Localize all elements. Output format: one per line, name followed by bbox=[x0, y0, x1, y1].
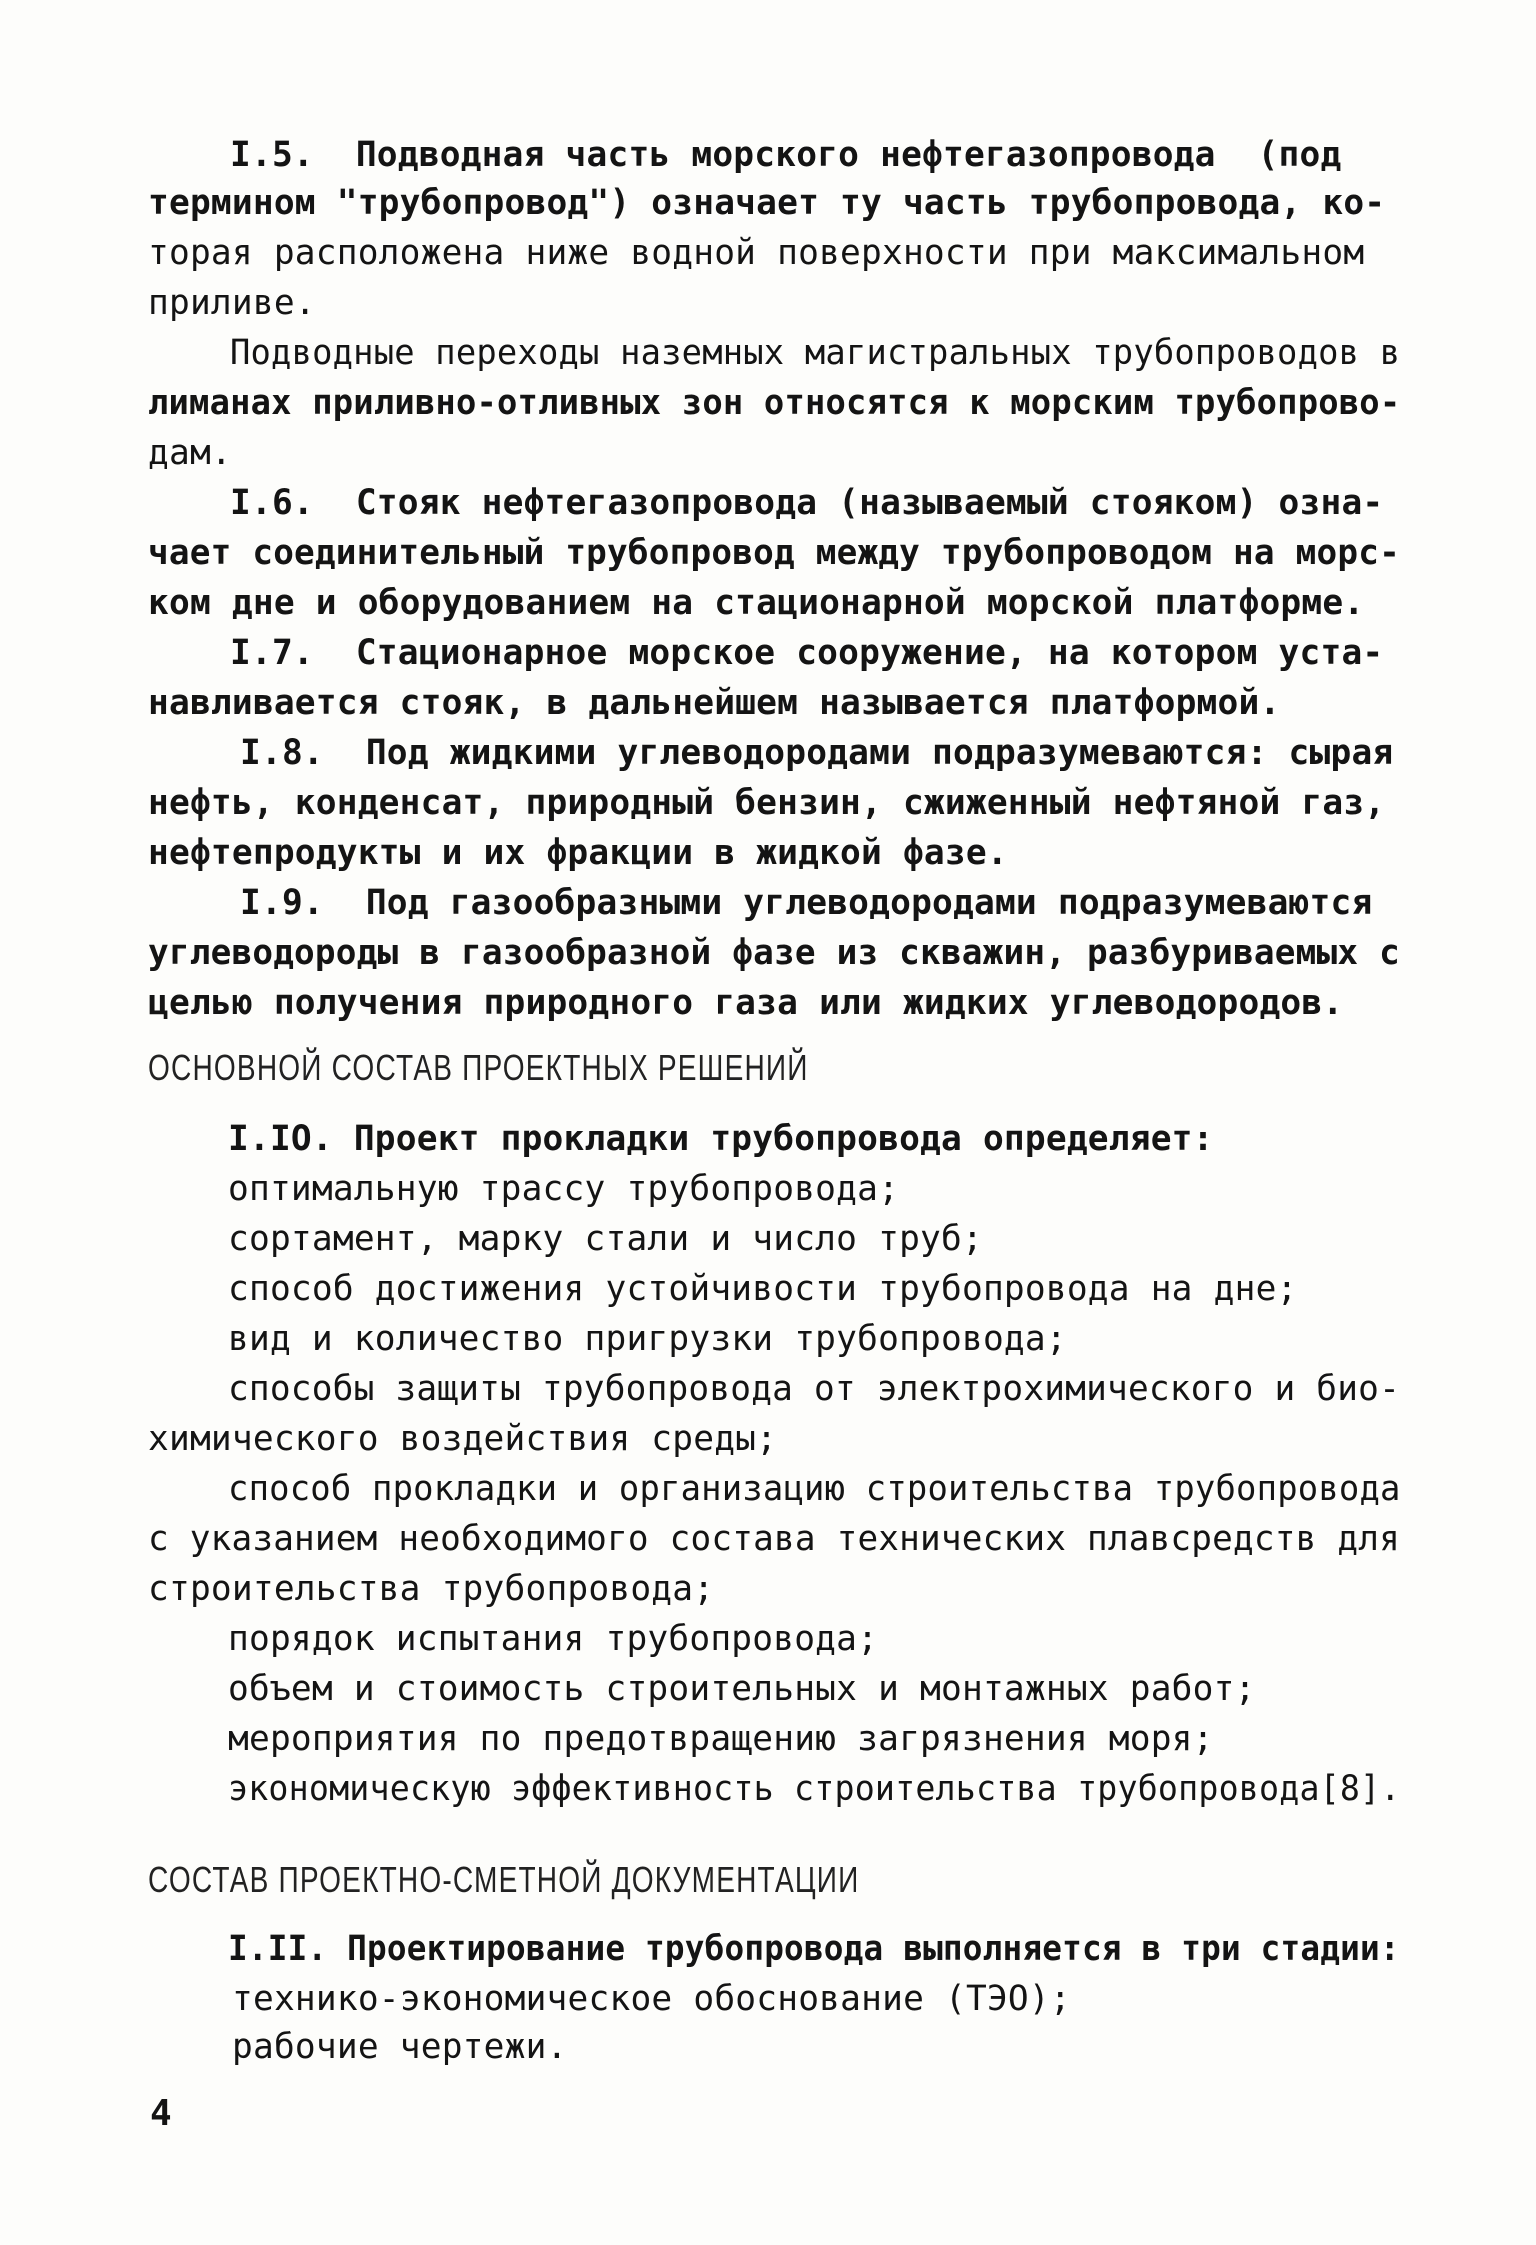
p1-7-line-2: навливается стояк, в дальнейшем называется платформой. bbox=[148, 683, 1281, 723]
p1-5-line-3: торая расположена ниже водной поверхности при максимальном bbox=[148, 233, 1365, 273]
s1-line-10: строительства трубопровода; bbox=[148, 1569, 715, 1609]
section-heading-documentation: СОСТАВ ПРОЕКТНО-СМЕТНОЙ ДОКУМЕНТАЦИИ bbox=[148, 1859, 860, 1900]
p1-5-line-2: термином "трубопровод") означает ту часть трубопровода, ко- bbox=[148, 183, 1386, 223]
s1-line-13: мероприятия по предотвращению загрязнения моря; bbox=[228, 1719, 1214, 1759]
page-number: 4 bbox=[150, 2093, 172, 2134]
p1-5b-line-2: лиманах приливно-отливных зон относятся к морским трубопрово- bbox=[148, 383, 1401, 423]
s2-line-2: технико-экономическое обоснование (ТЭО); bbox=[232, 1979, 1071, 2019]
s1-line-9: с указанием необходимого состава технических плавсредств для bbox=[148, 1519, 1400, 1559]
s1-line-11: порядок испытания трубопровода; bbox=[228, 1619, 879, 1659]
p1-8-line-2: нефть, конденсат, природный бензин, сжиженный нефтяной газ, bbox=[148, 783, 1386, 823]
p1-5-line-4: приливе. bbox=[148, 283, 316, 323]
s1-line-5: вид и количество пригрузки трубопровода; bbox=[228, 1319, 1067, 1359]
p1-6-line-2: чает соединительный трубопровод между трубопроводом на морс- bbox=[148, 533, 1400, 573]
p1-8-line-1: I.8. Под жидкими углеводородами подразумеваются: сырая bbox=[240, 733, 1394, 773]
s2-line-3: рабочие чертежи. bbox=[232, 2027, 568, 2067]
s1-line-14: экономическую эффективность строительства трубопровода[8]. bbox=[228, 1769, 1401, 1809]
s1-line-8: способ прокладки и организацию строительства трубопровода bbox=[228, 1469, 1401, 1509]
s1-line-1: I.IO. Проект прокладки трубопровода определяет: bbox=[228, 1119, 1214, 1159]
p1-6-line-3: ком дне и оборудованием на стационарной морской платформе. bbox=[148, 583, 1365, 623]
s1-line-2: оптимальную трассу трубопровода; bbox=[228, 1169, 900, 1209]
p1-5b-line-3: дам. bbox=[148, 433, 232, 473]
s1-line-3: сортамент, марку стали и число труб; bbox=[228, 1219, 983, 1259]
p1-5b-line-1: Подводные переходы наземных магистральных трубопроводов в bbox=[230, 333, 1401, 373]
p1-9-line-3: целью получения природного газа или жидких углеводородов. bbox=[148, 983, 1344, 1023]
s1-line-6: способы защиты трубопровода от электрохимического и био- bbox=[228, 1369, 1401, 1409]
p1-9-line-1: I.9. Под газообразными углеводородами подразумеваются bbox=[240, 883, 1373, 923]
p1-8-line-3: нефтепродукты и их фракции в жидкой фазе. bbox=[148, 833, 1008, 873]
s1-line-12: объем и стоимость строительных и монтажных работ; bbox=[228, 1669, 1256, 1709]
s2-line-1: I.II. Проектирование трубопровода выполняется в три стадии: bbox=[228, 1929, 1400, 1969]
s1-line-7: химического воздействия среды; bbox=[148, 1419, 778, 1459]
p1-7-line-1: I.7. Стационарное морское сооружение, на котором уста- bbox=[230, 633, 1384, 673]
s1-line-4: способ достижения устойчивости трубопровода на дне; bbox=[228, 1269, 1298, 1309]
p1-6-line-1: I.6. Стояк нефтегазопровода (называемый стояком) озна- bbox=[230, 483, 1384, 523]
section-heading-main-decisions: ОСНОВНОЙ СОСТАВ ПРОЕКТНЫХ РЕШЕНИЙ bbox=[148, 1047, 809, 1088]
p1-5-line-1: I.5. Подводная часть морского нефтегазопровода (под bbox=[230, 135, 1342, 175]
p1-9-line-2: углеводороды в газообразной фазе из скважин, разбуриваемых с bbox=[148, 933, 1400, 973]
